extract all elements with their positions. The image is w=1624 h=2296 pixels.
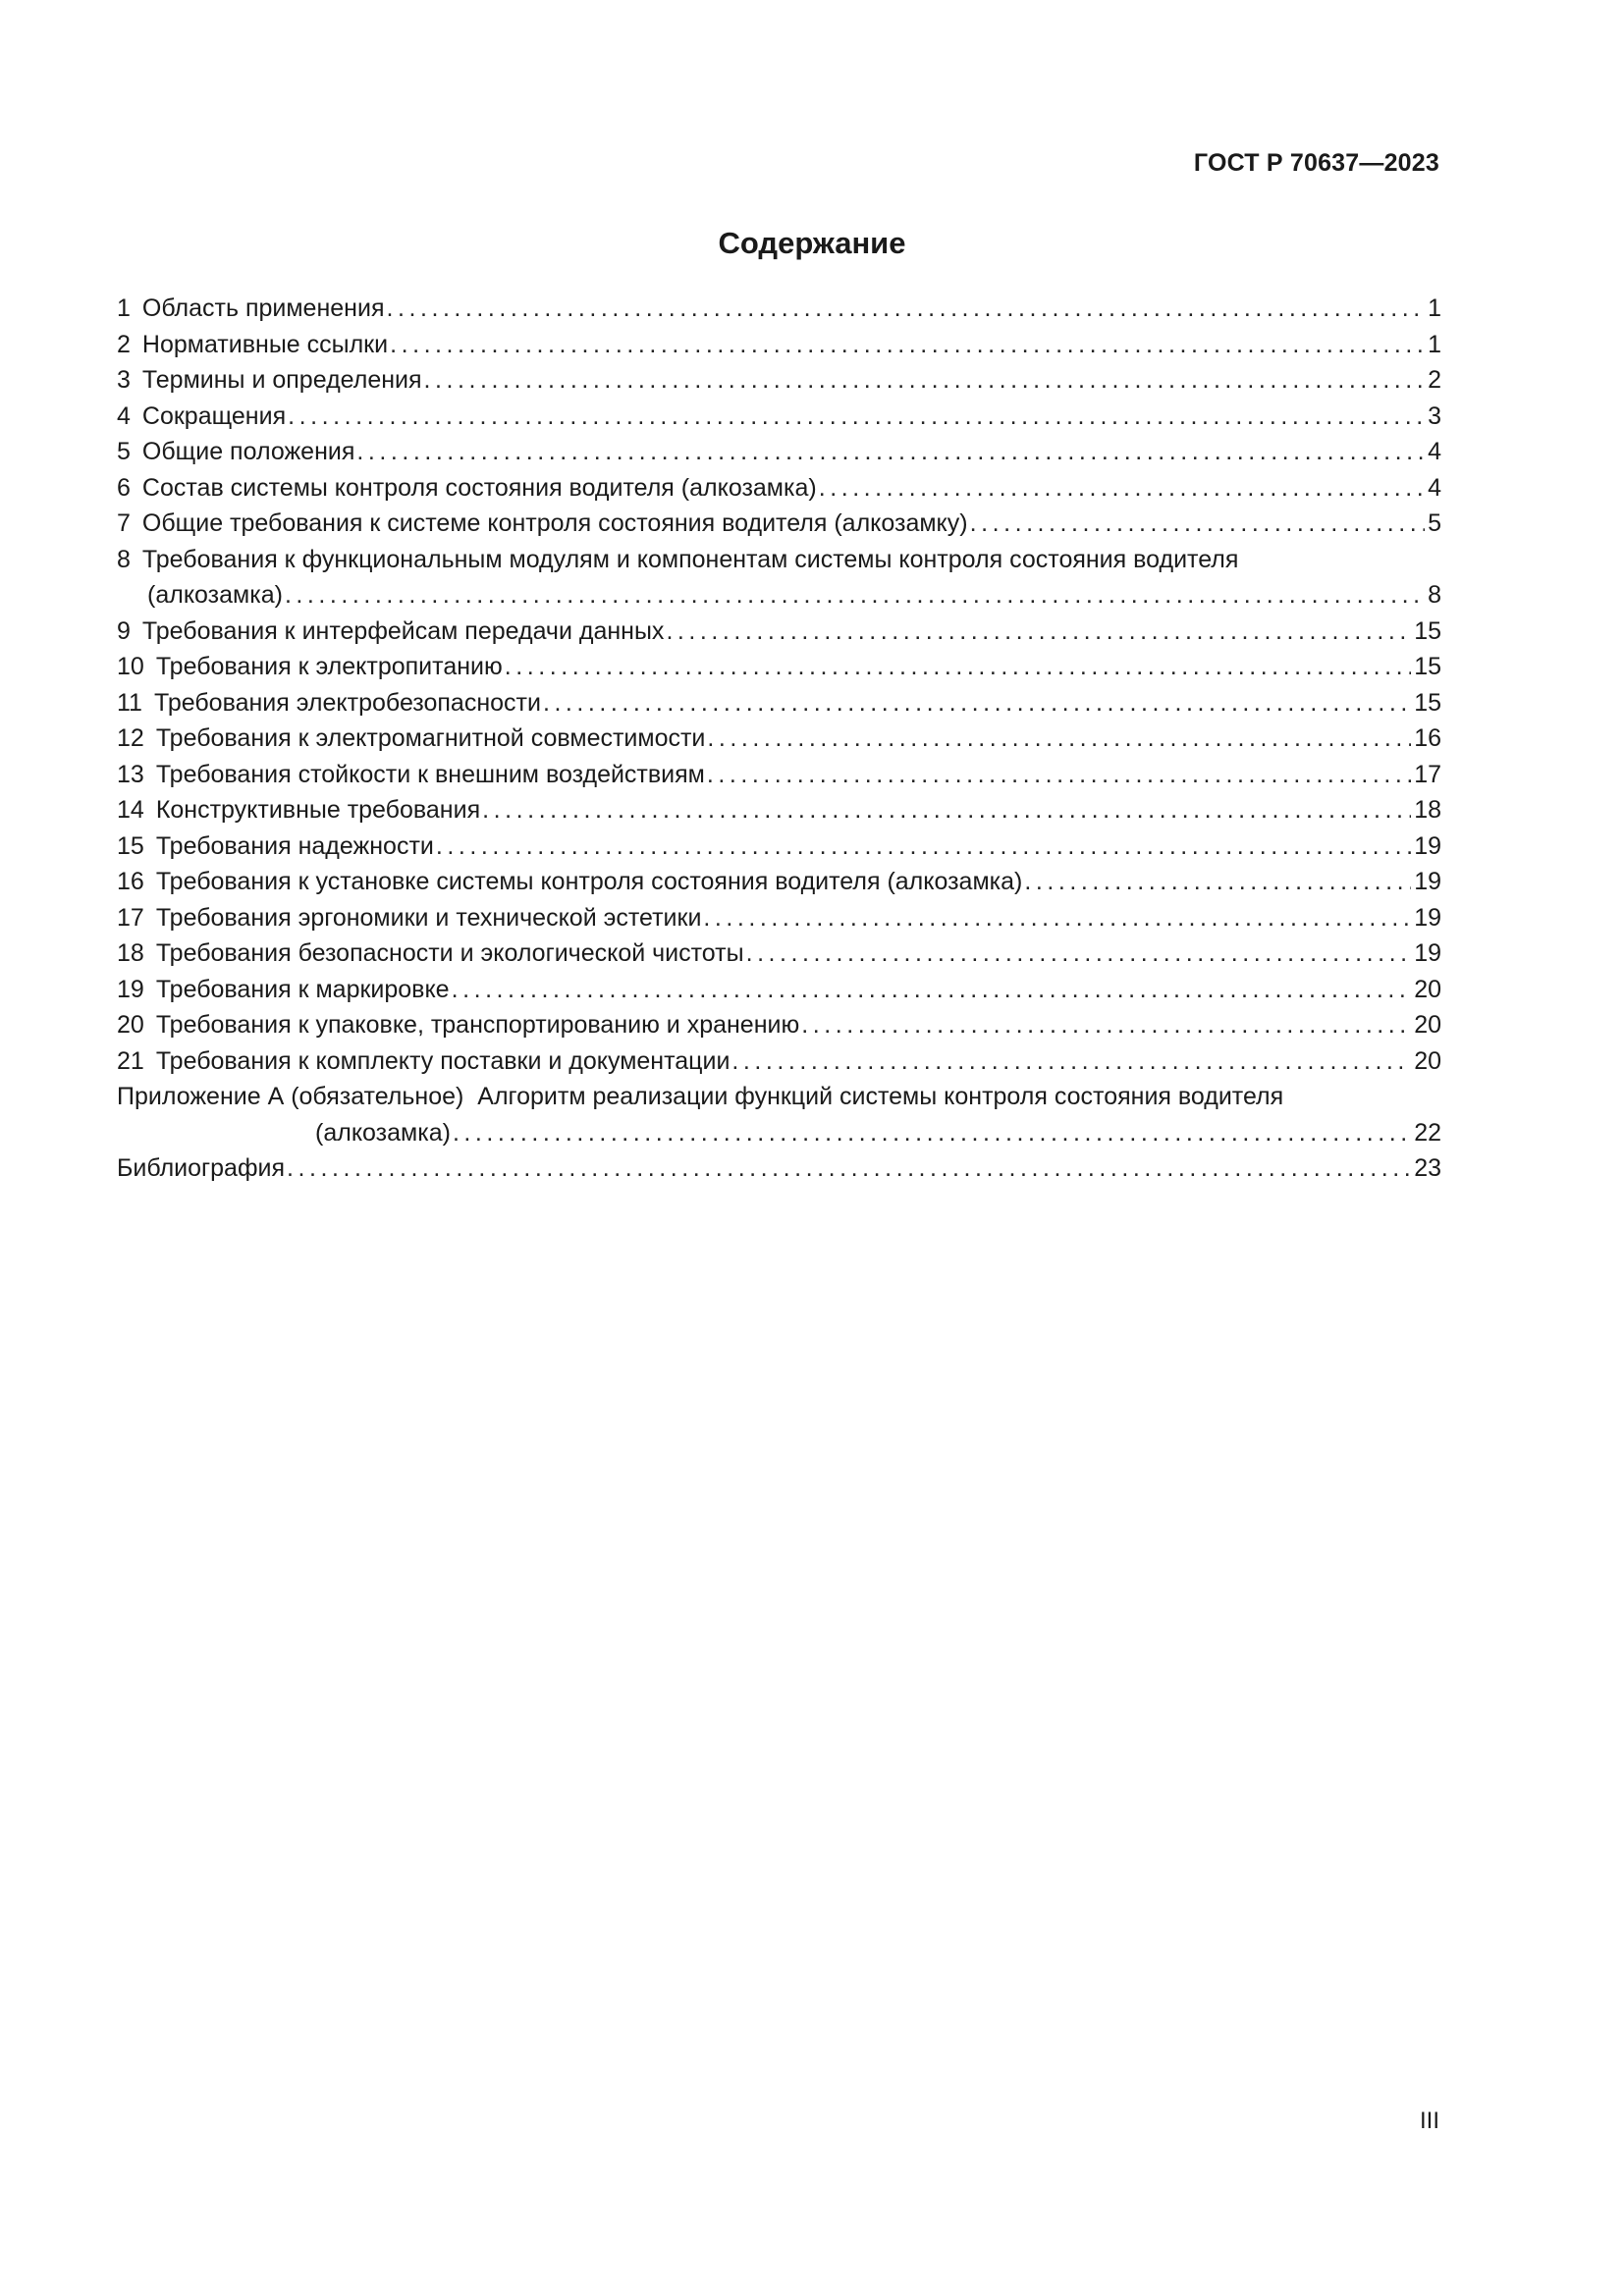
toc-entry-1[interactable] bbox=[117, 291, 1441, 327]
toc-entry-bibliography[interactable] bbox=[117, 1150, 1441, 1187]
toc-entry-title: Общие требования к системе контроля состояния водителя (алкозамку) bbox=[141, 509, 968, 537]
toc-entry-2[interactable] bbox=[117, 327, 1441, 363]
toc-entry-3[interactable] bbox=[117, 362, 1441, 399]
toc-entry-12[interactable] bbox=[117, 721, 1441, 757]
dot-leader bbox=[288, 399, 1425, 435]
page-number: III bbox=[1419, 2108, 1439, 2134]
toc-entry-page: 20 bbox=[1414, 975, 1441, 1003]
toc-entry-9[interactable] bbox=[117, 614, 1441, 650]
dot-leader bbox=[285, 577, 1425, 614]
toc-entry-title: Конструктивные требования bbox=[155, 796, 481, 824]
toc-entry-title: Требования к упаковке, транспортированию и хранению bbox=[155, 1011, 800, 1039]
toc-entry-number: 21 bbox=[117, 1046, 144, 1075]
toc-entry-page: 22 bbox=[1414, 1118, 1441, 1147]
dot-leader bbox=[453, 1115, 1411, 1151]
dot-leader bbox=[746, 935, 1412, 972]
toc-entry-title: Сокращения bbox=[141, 401, 287, 430]
toc-entry-title: Общие положения bbox=[141, 438, 355, 465]
toc-entry-number: 16 bbox=[117, 868, 144, 895]
toc-entry-page: 20 bbox=[1414, 1011, 1441, 1039]
dot-leader bbox=[970, 506, 1425, 542]
table-of-contents bbox=[117, 291, 1441, 1187]
toc-entry-17[interactable] bbox=[117, 900, 1441, 936]
toc-entry-number: 1 bbox=[117, 294, 131, 322]
toc-entry-number: 18 bbox=[117, 939, 144, 967]
dot-leader bbox=[482, 792, 1411, 828]
toc-entry-title: Требования к установке системы контроля состояния водителя (алкозамка) bbox=[155, 868, 1023, 895]
toc-entry-page: 19 bbox=[1414, 868, 1441, 895]
dot-leader bbox=[356, 434, 1425, 470]
toc-entry-number: 10 bbox=[117, 653, 144, 680]
toc-entry-page: 17 bbox=[1414, 760, 1441, 788]
toc-entry-title: Требования электробезопасности bbox=[153, 688, 541, 717]
toc-entry-title: Требования к электропитанию bbox=[155, 653, 503, 680]
toc-entry-page: 2 bbox=[1428, 366, 1441, 394]
dot-leader bbox=[707, 721, 1411, 757]
toc-entry-page: 5 bbox=[1428, 509, 1441, 537]
toc-entry-title: Библиография bbox=[117, 1154, 286, 1182]
toc-entry-title: Требования к электромагнитной совместимости bbox=[155, 724, 706, 752]
toc-entry-page: 15 bbox=[1414, 616, 1441, 645]
toc-entry-number: 6 bbox=[117, 473, 131, 502]
toc-entry-20[interactable] bbox=[117, 1007, 1441, 1043]
toc-entry-number: 4 bbox=[117, 401, 131, 430]
dot-leader bbox=[543, 685, 1411, 721]
toc-entry-page: 19 bbox=[1414, 903, 1441, 932]
toc-entry-8[interactable] bbox=[117, 542, 1441, 614]
toc-entry-number: 5 bbox=[117, 438, 131, 465]
dot-leader bbox=[424, 362, 1426, 399]
dot-leader bbox=[287, 1150, 1411, 1187]
dot-leader bbox=[801, 1007, 1411, 1043]
toc-entry-page: 1 bbox=[1428, 294, 1441, 322]
toc-entry-13[interactable] bbox=[117, 757, 1441, 793]
toc-entry-number: 15 bbox=[117, 831, 144, 860]
toc-entry-15[interactable] bbox=[117, 828, 1441, 865]
toc-entry-19[interactable] bbox=[117, 972, 1441, 1008]
toc-title: Содержание bbox=[718, 226, 906, 260]
toc-entry-number: 19 bbox=[117, 975, 144, 1003]
toc-entry-number: 9 bbox=[117, 616, 131, 645]
dot-leader bbox=[731, 1043, 1411, 1080]
toc-entry-11[interactable] bbox=[117, 685, 1441, 721]
toc-entry-title-continuation: (алкозамка) bbox=[147, 581, 283, 609]
toc-entry-number: 17 bbox=[117, 903, 144, 932]
dot-leader bbox=[707, 757, 1411, 793]
toc-entry-page: 3 bbox=[1428, 401, 1441, 430]
toc-entry-page: 18 bbox=[1414, 796, 1441, 824]
toc-entry-number: 20 bbox=[117, 1011, 144, 1039]
toc-entry-title: Требования надежности bbox=[155, 831, 434, 860]
dot-leader bbox=[436, 828, 1411, 865]
toc-entry-page: 4 bbox=[1428, 473, 1441, 502]
toc-entry-title: Требования эргономики и технической эстетики bbox=[155, 903, 702, 932]
toc-entry-number: 7 bbox=[117, 509, 131, 537]
toc-entry-appendix-a[interactable] bbox=[117, 1079, 1441, 1150]
toc-entry-title: Требования стойкости к внешним воздействиям bbox=[155, 760, 705, 788]
toc-entry-page: 1 bbox=[1428, 330, 1441, 358]
document-code: ГОСТ Р 70637—2023 bbox=[1193, 149, 1439, 177]
toc-entry-title: Нормативные ссылки bbox=[141, 330, 389, 358]
toc-entry-title: Область применения bbox=[141, 294, 385, 322]
dot-leader bbox=[819, 470, 1425, 507]
toc-entry-title: Требования безопасности и экологической чистоты bbox=[155, 939, 744, 967]
toc-entry-number: 12 bbox=[117, 724, 144, 752]
toc-entry-18[interactable] bbox=[117, 935, 1441, 972]
toc-entry-number: 8 bbox=[117, 545, 131, 573]
dot-leader bbox=[703, 900, 1411, 936]
toc-entry-21[interactable] bbox=[117, 1043, 1441, 1080]
toc-entry-10[interactable] bbox=[117, 649, 1441, 685]
toc-entry-title: Требования к интерфейсам передачи данных bbox=[141, 616, 665, 645]
toc-entry-page: 19 bbox=[1414, 831, 1441, 860]
dot-leader bbox=[666, 614, 1411, 650]
toc-entry-number: 13 bbox=[117, 760, 144, 788]
toc-entry-title: Состав системы контроля состояния водителя (алкозамка) bbox=[141, 473, 817, 502]
dot-leader bbox=[390, 327, 1425, 363]
appendix-label: Приложение А (обязательное) bbox=[117, 1083, 464, 1110]
dot-leader bbox=[1024, 864, 1411, 900]
dot-leader bbox=[505, 649, 1411, 685]
toc-entry-number: 14 bbox=[117, 796, 144, 824]
toc-entry-title: Требования к маркировке bbox=[155, 975, 450, 1003]
toc-entry-page: 8 bbox=[1428, 581, 1441, 609]
toc-entry-6[interactable] bbox=[117, 470, 1441, 507]
dot-leader bbox=[386, 291, 1425, 327]
toc-entry-number: 2 bbox=[117, 330, 131, 358]
toc-entry-16[interactable] bbox=[117, 864, 1441, 900]
toc-entry-14[interactable] bbox=[117, 792, 1441, 828]
toc-entry-page: 16 bbox=[1414, 724, 1441, 752]
toc-entry-page: 4 bbox=[1428, 438, 1441, 465]
toc-entry-page: 20 bbox=[1414, 1046, 1441, 1075]
toc-entry-5[interactable] bbox=[117, 434, 1441, 470]
toc-entry-4[interactable] bbox=[117, 399, 1441, 435]
appendix-title-continuation: (алкозамка) bbox=[315, 1118, 451, 1147]
toc-entry-title: Требования к комплекту поставки и документации bbox=[155, 1046, 731, 1075]
dot-leader bbox=[452, 972, 1412, 1008]
toc-entry-page: 19 bbox=[1414, 939, 1441, 967]
toc-entry-number: 3 bbox=[117, 366, 131, 394]
toc-entry-number: 11 bbox=[117, 688, 142, 717]
toc-entry-page: 15 bbox=[1414, 653, 1441, 680]
toc-entry-page: 15 bbox=[1414, 688, 1441, 717]
toc-entry-title: Термины и определения bbox=[141, 366, 422, 394]
toc-entry-title: Требования к функциональным модулям и компонентам системы контроля состояния водителя bbox=[141, 545, 1239, 573]
toc-entry-7[interactable] bbox=[117, 506, 1441, 542]
appendix-title: Алгоритм реализации функций системы контроля состояния водителя bbox=[477, 1083, 1284, 1110]
toc-entry-page: 23 bbox=[1414, 1154, 1441, 1182]
